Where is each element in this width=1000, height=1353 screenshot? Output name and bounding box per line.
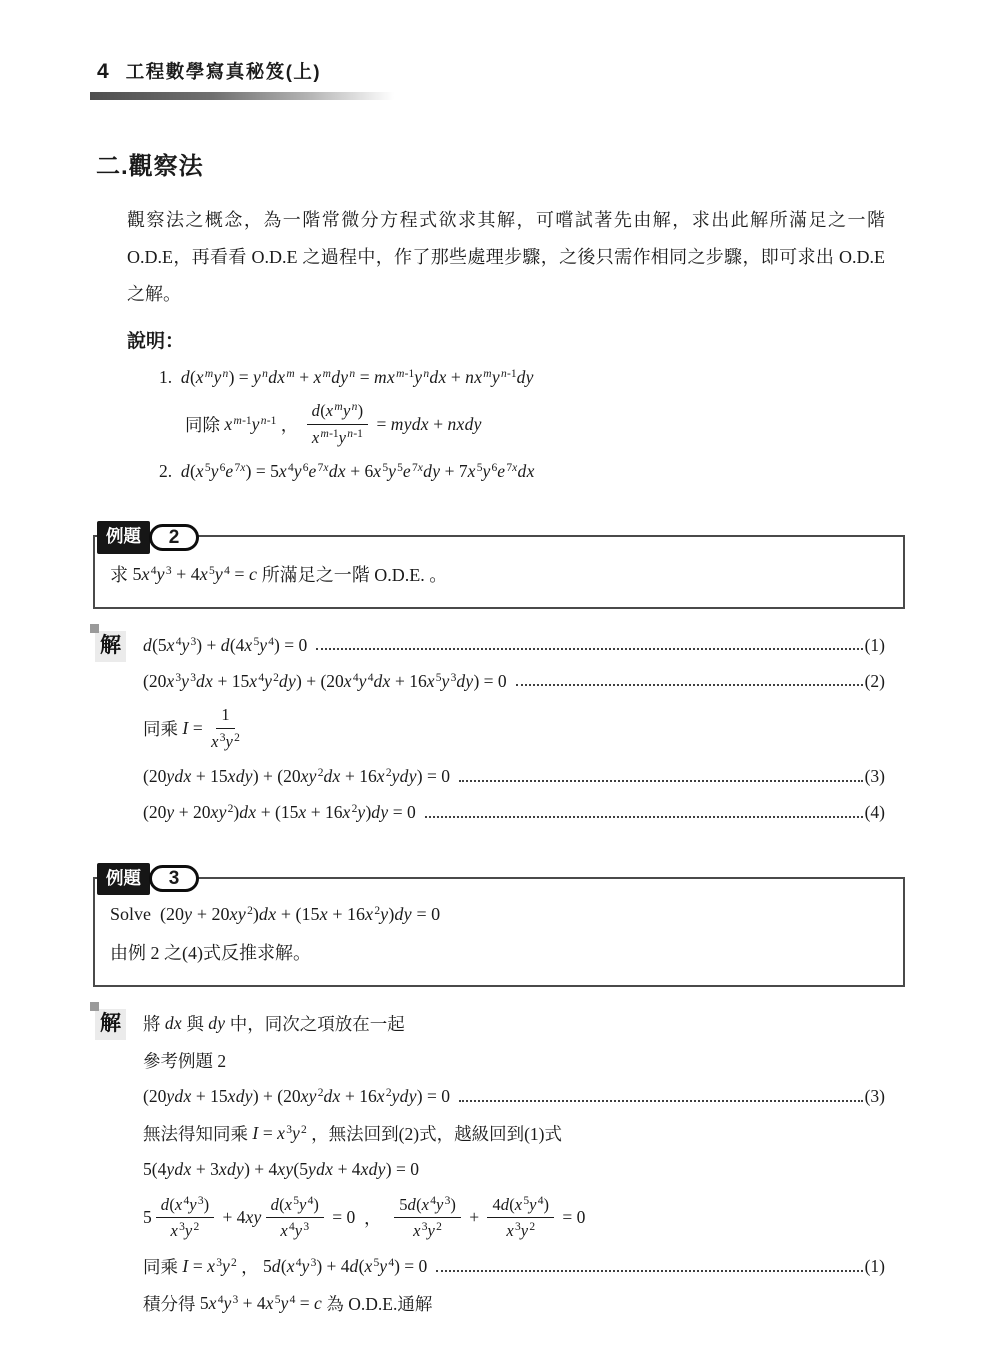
equation-line [159,459,885,483]
text-segment: 為 O.D.E.通解 [322,1293,433,1314]
intro-paragraph: 觀察法之概念，為一階常微分方程式欲求其解，可嚐試著先由解，求出此解所滿足之一階 O.D.E，再看看 O.D.E 之過程中，作了那些處理步驟，之後只需作相同之步驟，即可求出 O.D.E 之解。 [127,210,885,304]
math-segment: $d(x^my^n) = y^ndx^m + x^mdy^n = mx^{m-1}y^ndx + nx^my^{n-1}dy$ [180,366,534,387]
equation-line [143,1121,885,1146]
equation-line [143,1085,885,1109]
fraction: $\frac{1}{x^3y^2}$ [211,705,240,751]
math-segment: $(20ydx + 15xdy) + (20xy^2dx + 16x^2ydy) = 0$ [143,1086,450,1106]
equation-line [110,561,888,587]
text-segment: ，無法回到(2)式，越級回到(1)式 [306,1123,562,1144]
text-segment: 積分得 [143,1293,200,1314]
text-segment: 所滿足之一階 O.D.E. 。 [257,565,448,586]
text-segment: 無法得知同乘 [143,1123,253,1144]
equation-line [143,1048,885,1073]
math-segment: $5d(x^4y^3) + 4d(x^5y^4) = 0$ [263,1255,428,1276]
text-segment: 中，同次之項放在一起 [225,1013,405,1034]
example-2-title [97,521,199,554]
dotted-leader [459,780,863,782]
book-title: 工程數學寫真秘笈(上) [125,61,322,82]
math-segment: 5 [143,1207,152,1228]
equation-number: (2) [864,670,885,691]
equation-line [110,903,888,927]
text-segment: 與 [182,1013,209,1034]
math-segment: $I = x^3y^2$ [252,1122,307,1143]
math-segment: $(20y + 20xy^2)dx + (15x + 16x^2y)dy = 0$ [143,802,416,822]
equation-line [143,1158,885,1182]
equation-line [143,705,885,752]
example-label: 例題 [97,521,150,554]
math-segment: $I = x^3y^2$ [182,1255,237,1276]
fraction: $\frac{4d(x^5y^4)}{x^3y^2}$ [487,1194,554,1242]
equation-line [143,1291,885,1316]
math-segment: $(20y + 20xy^2)dx + (15x + 16x^2y)dy = 0$ [160,904,441,924]
solve-marker: 解 [95,1009,126,1040]
dotted-leader [425,816,863,818]
solution-3-lines [143,1011,885,1328]
equation-number: (4) [864,802,885,822]
text-segment: 將 [143,1013,165,1034]
page-header [97,58,1000,100]
example-2-box [93,526,905,609]
example-2-problem [110,561,888,587]
math-segment: $d(x^5y^6e^{7x}) = 5x^4y^6e^{7x}dx + 6x^5y^5e^{7x}dy + 7x^5y^6e^{7x}dx$ [180,460,535,481]
dotted-leader [436,1270,862,1272]
solve-marker: 解 [95,631,126,662]
explain-label: 說明： [127,331,185,352]
math-segment: $x^{m-1}y^{n-1}$ [224,413,277,434]
example-number-badge: 2 [149,524,199,551]
math-segment: $d(5x^4y^3) + d(4x^5y^4) = 0$ [143,634,308,655]
dotted-leader [316,648,862,650]
explanation-lines [159,365,885,483]
fraction: $\frac{d(x^5y^4)}{x^4y^3}$ [266,1194,324,1242]
text-segment: 2. [159,460,181,481]
example-number-badge: 3 [149,865,199,892]
solution-2 [93,629,885,836]
page-body [93,202,885,1328]
equation-line [143,1254,885,1279]
equation-number: (1) [864,1255,885,1276]
equation-line [143,1194,885,1242]
equation-number: (1) [864,634,885,655]
header-row [97,58,1000,84]
text-segment: 參考例題 2 [143,1050,227,1071]
equation-line [143,765,885,789]
equation-line [143,1011,885,1036]
solution-2-lines [143,633,885,836]
math-segment: I = [182,718,208,739]
fraction: $\frac{d(x^my^n)}{x^{m-1}y^{n-1}}$ [307,400,368,448]
section-title: 二.觀察法 [96,153,204,180]
math-segment: = 0 [558,1207,586,1228]
example-3-problem [110,903,888,965]
equation-line [143,669,885,693]
math-segment: $5x^4y^3 + 4x^5y^4 = c$ [199,1292,323,1313]
text-segment: 求 [110,565,133,586]
text-segment: 同乘 [143,719,183,740]
example-3-box [93,867,905,987]
text-segment: Solve [110,904,161,924]
text-segment: ， [355,1208,391,1229]
math-segment: = mydx + nxdy [372,413,482,434]
equation-number: (3) [864,1086,885,1106]
math-segment: dy [208,1012,226,1033]
solution-3 [93,1007,885,1328]
math-segment: $(20ydx + 15xdy) + (20xy^2dx + 16x^2ydy) = 0$ [143,766,450,786]
text-segment: ， [276,414,303,435]
dotted-leader [516,684,863,686]
math-segment: + 4xy [218,1207,262,1228]
text-segment: ， [236,1256,264,1277]
example-label: 例題 [97,863,150,896]
math-segment: + [464,1207,484,1228]
equation-line [143,801,885,825]
equation-line [159,365,885,389]
equation-line [143,633,885,657]
header-gradient-bar [90,92,410,100]
dotted-leader [459,1100,863,1102]
text-segment: 同乘 [143,1256,183,1277]
equation-line [185,400,885,448]
text-segment: 1. [159,366,181,387]
equation-line [110,939,888,965]
page-number: 4 [97,60,109,83]
text-segment: 同除 [185,414,225,435]
math-segment: $5x^4y^3 + 4x^5y^4 = c$ [132,563,258,584]
text-segment: 由例 2 之(4)式反推求解。 [110,942,311,963]
math-segment: = 0 [327,1207,356,1228]
fraction: $\frac{d(x^4y^3)}{x^3y^2}$ [156,1194,214,1242]
math-segment: dx [164,1012,182,1033]
fraction: $\frac{5d(x^4y^3)}{x^3y^2}$ [394,1194,461,1242]
equation-number: (3) [864,766,885,786]
math-segment: $(20x^3y^3dx + 15x^4y^2dy) + (20x^4y^4dx + 16x^5y^3dy) = 0$ [143,670,507,691]
math-segment: 5(4ydx + 3xdy) + 4xy(5ydx + 4xdy) = 0 [143,1159,419,1179]
example-3-title [97,863,199,896]
